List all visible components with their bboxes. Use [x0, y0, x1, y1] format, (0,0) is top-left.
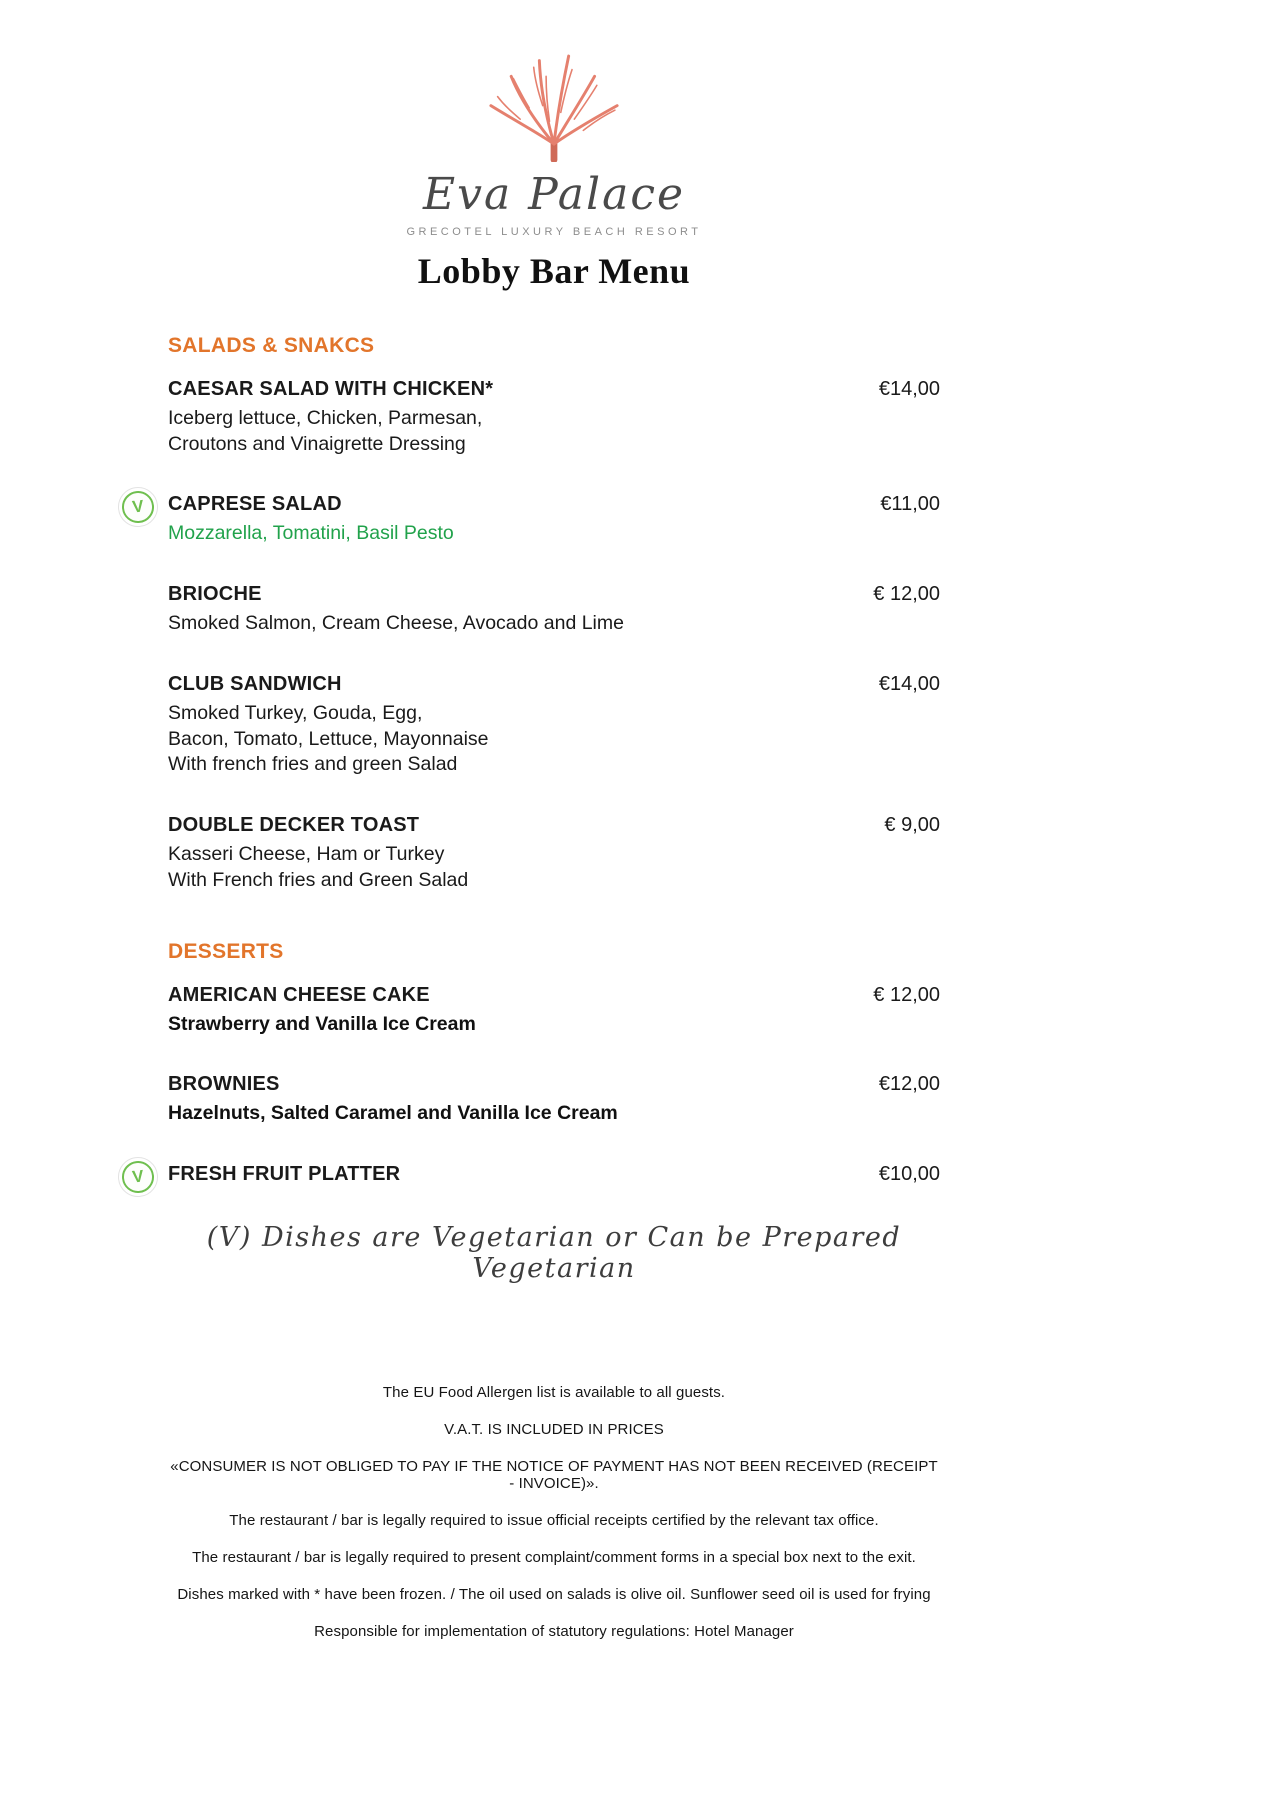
item-name: CAESAR SALAD WITH CHICKEN* — [168, 378, 494, 400]
vegetarian-icon: V — [120, 1159, 155, 1194]
item-desc-line: Croutons and Vinaigrette Dressing — [168, 432, 466, 455]
item-name: FRESH FRUIT PLATTER — [168, 1163, 401, 1186]
item-description — [168, 1012, 940, 1038]
item-desc-line: Mozzarella, Tomatini, Basil Pesto — [168, 522, 454, 545]
vegetarian-note: (V) Dishes are Vegetarian or Can be Prepared Vegetarian — [206, 1222, 902, 1285]
item-description — [168, 611, 940, 637]
item-price: €14,00 — [878, 378, 940, 400]
menu-item-double-decker-toast — [168, 814, 940, 893]
item-price: €12,00 — [878, 1073, 940, 1096]
menu-item-caprese-salad — [131, 493, 940, 547]
item-description — [168, 842, 940, 893]
menu-item-caesar-salad — [168, 378, 940, 457]
page-title: Lobby Bar Menu — [417, 251, 691, 291]
item-description — [168, 521, 940, 547]
footer-line-consumer-notice: «CONSUMER IS NOT OBLIGED TO PAY IF THE NOTICE OF PAYMENT HAS NOT BEEN RECEIVED (RECEIPT - INVOICE)». — [170, 1458, 938, 1493]
brand-name: Eva Palace — [422, 169, 686, 220]
footer-line-vat: V.A.T. IS INCLUDED IN PRICES — [444, 1421, 664, 1439]
item-price: €11,00 — [880, 493, 940, 516]
item-desc-line: Kasseri Cheese, Ham or Turkey — [168, 843, 445, 866]
header — [168, 38, 940, 292]
menu-item-brownies — [168, 1073, 940, 1127]
item-description — [168, 406, 940, 457]
footer-line-complaint-forms: The restaurant / bar is legally required to present complaint/comment forms in a special box next to the exit. — [192, 1549, 916, 1567]
menu-item-club-sandwich — [168, 673, 940, 778]
item-price: € 9,00 — [884, 814, 940, 837]
item-description — [168, 701, 940, 778]
coral-fan-logo-icon — [475, 149, 633, 166]
item-desc-line: Iceberg lettuce, Chicken, Parmesan, — [168, 407, 483, 429]
footer-line-allergen: The EU Food Allergen list is available to all guests. — [382, 1384, 726, 1402]
item-description — [168, 1101, 940, 1127]
item-desc-line: Smoked Salmon, Cream Cheese, Avocado and Lime — [168, 612, 624, 635]
item-desc-line: With french fries and green Salad — [168, 753, 458, 776]
item-name: CLUB SANDWICH — [168, 672, 342, 695]
menu-item-brioche — [168, 583, 940, 637]
footer-line-receipts: The restaurant / bar is legally required to issue official receipts certified by the relevant tax office. — [229, 1512, 879, 1530]
item-price: € 12,00 — [873, 983, 940, 1006]
item-name: CAPRESE SALAD — [168, 493, 342, 516]
item-name: BROWNIES — [168, 1073, 280, 1096]
section-title-salads: SALADS & SNAKCS — [168, 334, 375, 357]
brand-tagline: GRECOTEL LUXURY BEACH RESORT — [406, 226, 702, 238]
section-title-desserts: DESSERTS — [168, 939, 284, 963]
footer-line-responsible: Responsible for implementation of statutory regulations: Hotel Manager — [314, 1623, 794, 1641]
menu-content — [131, 0, 940, 1641]
item-desc-line: Smoked Turkey, Gouda, Egg, — [168, 701, 423, 724]
footer-legal — [168, 1384, 940, 1640]
item-name: BRIOCHE — [168, 583, 262, 606]
item-price: €10,00 — [878, 1163, 940, 1186]
menu-item-fresh-fruit-platter — [131, 1163, 940, 1187]
item-price: € 12,00 — [873, 583, 940, 606]
item-desc-line: Strawberry and Vanilla Ice Cream — [168, 1012, 476, 1035]
item-name: AMERICAN CHEESE CAKE — [168, 983, 430, 1006]
footer-line-frozen-oil: Dishes marked with * have been frozen. / The oil used on salads is olive oil. Sunflower seed oil is used for frying — [177, 1586, 931, 1604]
item-desc-line: Bacon, Tomato, Lettuce, Mayonnaise — [168, 727, 489, 750]
menu-item-american-cheese-cake — [168, 984, 940, 1038]
vegetarian-icon: V — [120, 490, 155, 525]
item-name: DOUBLE DECKER TOAST — [168, 814, 420, 837]
item-desc-line: Hazelnuts, Salted Caramel and Vanilla Ice Cream — [168, 1102, 618, 1125]
item-price: €14,00 — [878, 672, 940, 695]
item-desc-line: With French fries and Green Salad — [168, 868, 469, 891]
